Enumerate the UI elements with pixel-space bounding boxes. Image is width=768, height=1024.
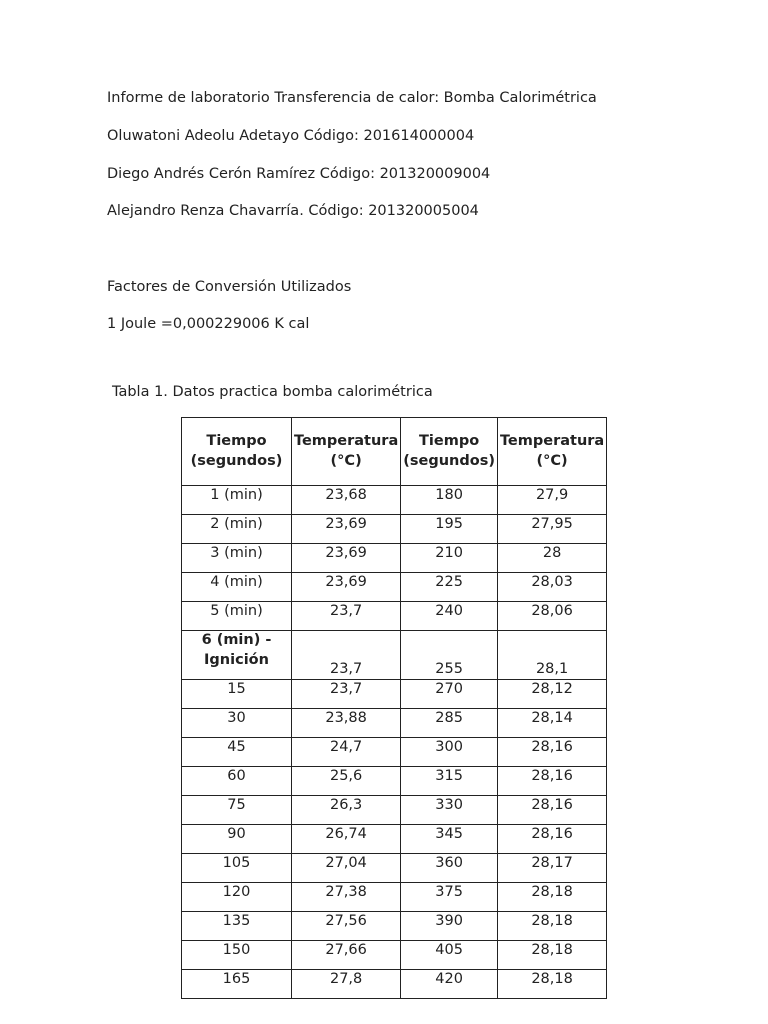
author-line: Oluwatoni Adeolu Adetayo Código: 201614000004 bbox=[107, 128, 475, 144]
table-row bbox=[182, 573, 607, 602]
table-cell: 28,16 bbox=[497, 738, 606, 767]
table-cell: 23,68 bbox=[292, 486, 401, 515]
table-cell: 2 (min) bbox=[182, 515, 292, 544]
table-cell: 285 bbox=[401, 709, 498, 738]
table-cell: 240 bbox=[401, 602, 498, 631]
table-row bbox=[182, 738, 607, 767]
table-cell: 405 bbox=[401, 941, 498, 970]
table-cell: 270 bbox=[401, 680, 498, 709]
table-caption: Tabla 1. Datos practica bomba calorimétrica bbox=[112, 384, 433, 400]
table-cell: 23,7 bbox=[292, 680, 401, 709]
table-cell: 135 bbox=[182, 912, 292, 941]
table-row bbox=[182, 825, 607, 854]
table-row bbox=[182, 486, 607, 515]
table-cell: 28,18 bbox=[497, 970, 606, 999]
table-cell: 345 bbox=[401, 825, 498, 854]
table-cell: 105 bbox=[182, 854, 292, 883]
header-cell: Tiempo (segundos) bbox=[182, 418, 292, 486]
table-cell: 28,16 bbox=[497, 796, 606, 825]
table-row bbox=[182, 515, 607, 544]
table-cell: 27,66 bbox=[292, 941, 401, 970]
table-cell: 27,9 bbox=[497, 486, 606, 515]
table-header-row bbox=[182, 418, 607, 486]
data-table bbox=[181, 417, 607, 999]
header-cell: Temperatura (°C) bbox=[497, 418, 606, 486]
table-cell: 120 bbox=[182, 883, 292, 912]
table-cell: 1 (min) bbox=[182, 486, 292, 515]
table-cell: 27,8 bbox=[292, 970, 401, 999]
table-cell: 28,18 bbox=[497, 912, 606, 941]
table-cell: 45 bbox=[182, 738, 292, 767]
table-cell: 28,03 bbox=[497, 573, 606, 602]
table-cell: 28,16 bbox=[497, 825, 606, 854]
conversion-factor: 1 Joule =0,000229006 K cal bbox=[107, 316, 310, 332]
table-cell: 26,3 bbox=[292, 796, 401, 825]
table-cell: 390 bbox=[401, 912, 498, 941]
table-row bbox=[182, 767, 607, 796]
table-cell: 360 bbox=[401, 854, 498, 883]
header-cell: Tiempo (segundos) bbox=[401, 418, 498, 486]
table-cell: 23,7 bbox=[292, 631, 401, 680]
table-cell: 195 bbox=[401, 515, 498, 544]
table-cell: 28,12 bbox=[497, 680, 606, 709]
table-row bbox=[182, 602, 607, 631]
table-row bbox=[182, 941, 607, 970]
section-heading: Factores de Conversión Utilizados bbox=[107, 279, 352, 295]
table-cell: 28 bbox=[497, 544, 606, 573]
table-cell: 28,1 bbox=[497, 631, 606, 680]
table-cell: 300 bbox=[401, 738, 498, 767]
table-cell: 23,69 bbox=[292, 573, 401, 602]
table-row bbox=[182, 970, 607, 999]
table-cell: 5 (min) bbox=[182, 602, 292, 631]
table-cell: 28,14 bbox=[497, 709, 606, 738]
table-cell: 24,7 bbox=[292, 738, 401, 767]
table-row bbox=[182, 544, 607, 573]
table-cell: 28,18 bbox=[497, 883, 606, 912]
table-row bbox=[182, 796, 607, 825]
table-row bbox=[182, 631, 607, 680]
table-row bbox=[182, 883, 607, 912]
table-cell: 28,17 bbox=[497, 854, 606, 883]
table-cell: 180 bbox=[401, 486, 498, 515]
table-cell: 255 bbox=[401, 631, 498, 680]
table-cell: 30 bbox=[182, 709, 292, 738]
table-cell: 165 bbox=[182, 970, 292, 999]
table-cell: 27,95 bbox=[497, 515, 606, 544]
table-cell: 210 bbox=[401, 544, 498, 573]
report-title: Informe de laboratorio Transferencia de calor: Bomba Calorimétrica bbox=[107, 90, 597, 106]
table-cell: 90 bbox=[182, 825, 292, 854]
table-row bbox=[182, 854, 607, 883]
table-cell: 6 (min) - Ignición bbox=[182, 631, 292, 680]
table-cell: 23,69 bbox=[292, 544, 401, 573]
table-cell: 315 bbox=[401, 767, 498, 796]
table-cell: 28,06 bbox=[497, 602, 606, 631]
header-cell: Temperatura (°C) bbox=[292, 418, 401, 486]
table-cell: 4 (min) bbox=[182, 573, 292, 602]
table-cell: 15 bbox=[182, 680, 292, 709]
table-cell: 3 (min) bbox=[182, 544, 292, 573]
table-cell: 225 bbox=[401, 573, 498, 602]
author-line: Diego Andrés Cerón Ramírez Código: 201320009004 bbox=[107, 166, 491, 182]
table-cell: 23,7 bbox=[292, 602, 401, 631]
table-cell: 28,16 bbox=[497, 767, 606, 796]
table-row bbox=[182, 680, 607, 709]
table-cell: 27,04 bbox=[292, 854, 401, 883]
table-cell: 330 bbox=[401, 796, 498, 825]
table-cell: 23,69 bbox=[292, 515, 401, 544]
table-cell: 23,88 bbox=[292, 709, 401, 738]
table-cell: 375 bbox=[401, 883, 498, 912]
table-cell: 26,74 bbox=[292, 825, 401, 854]
table-cell: 27,56 bbox=[292, 912, 401, 941]
table-row bbox=[182, 912, 607, 941]
table-cell: 25,6 bbox=[292, 767, 401, 796]
author-line: Alejandro Renza Chavarría. Código: 201320005004 bbox=[107, 203, 479, 219]
table-cell: 75 bbox=[182, 796, 292, 825]
table-cell: 28,18 bbox=[497, 941, 606, 970]
table-cell: 60 bbox=[182, 767, 292, 796]
table-cell: 150 bbox=[182, 941, 292, 970]
table-cell: 420 bbox=[401, 970, 498, 999]
table-cell: 27,38 bbox=[292, 883, 401, 912]
table-row bbox=[182, 709, 607, 738]
